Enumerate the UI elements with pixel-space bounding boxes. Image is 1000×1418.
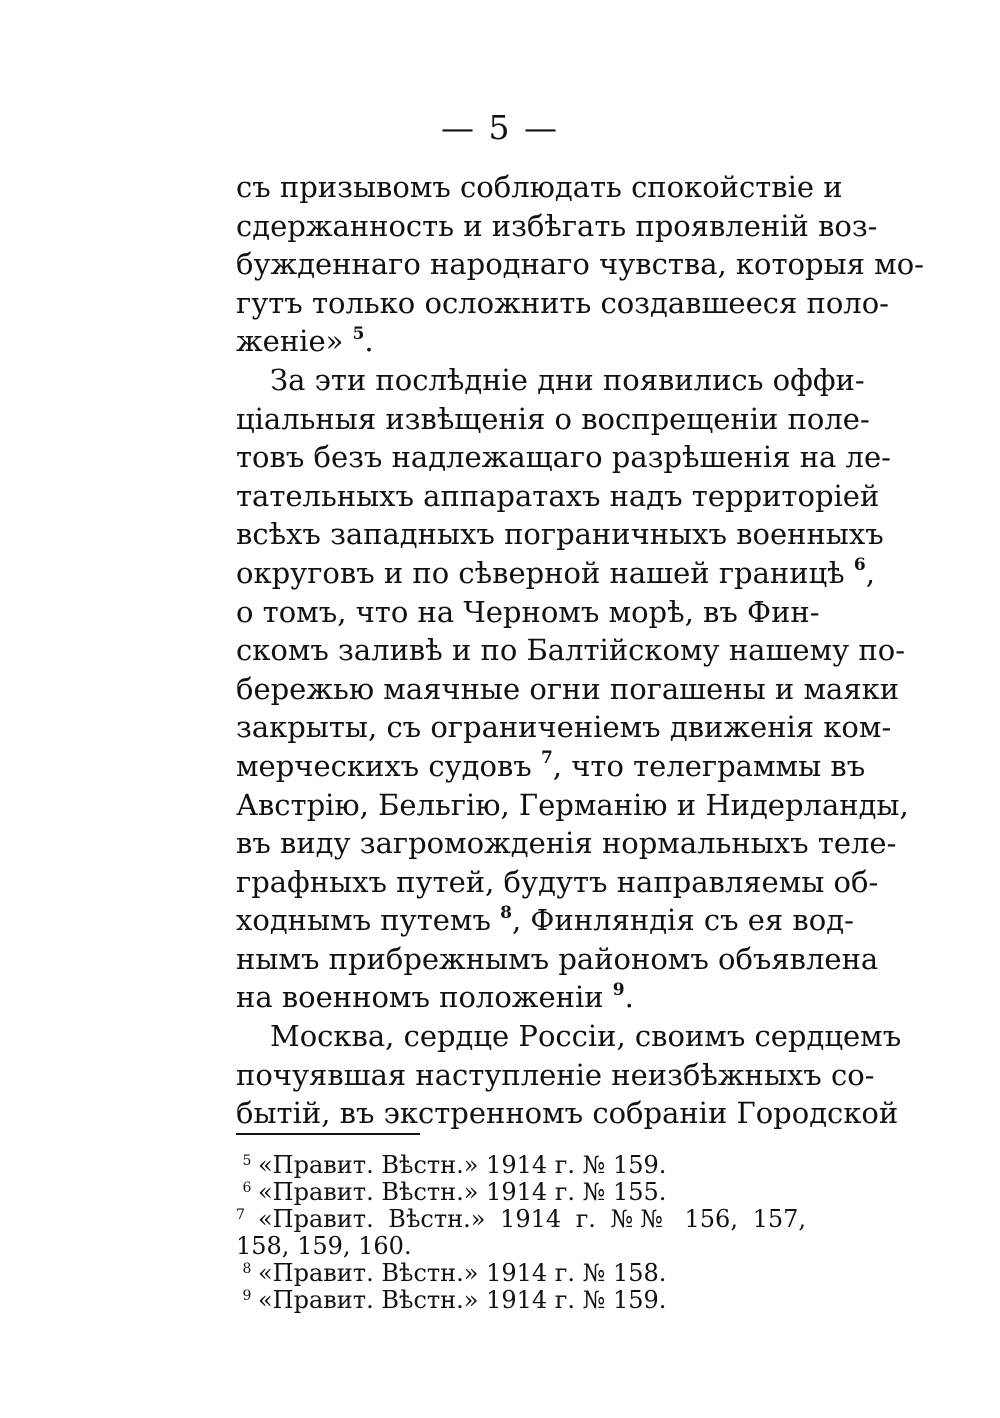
text-line [236, 901, 854, 940]
text-line: Австрію, Бельгію, Германію и Нидерланды, [236, 787, 909, 822]
text-line: въ виду загроможденія нормальныхъ теле- [236, 826, 897, 861]
main-text [236, 168, 924, 1133]
footnote [236, 1287, 806, 1314]
footnote-mark: 7 [236, 1207, 245, 1223]
footnote-mark: 8 [242, 1261, 252, 1277]
footnote-text: «Правит. Вѣстн.» 1914 г. № 159. [258, 1151, 667, 1179]
text-line: товъ безъ надлежащаго разрѣшенія на ле- [236, 440, 891, 475]
text-line: графныхъ путей, будутъ направляемы об- [236, 864, 879, 899]
text-line [236, 978, 806, 1017]
text-line-start: на военномъ положеніи [236, 980, 613, 1015]
page-number: — 5 — [441, 108, 559, 147]
text-line: о томъ, что на Черномъ морѣ, въ Фин- [236, 594, 820, 629]
text-line [236, 747, 866, 786]
footnote-ref: 5 [352, 323, 365, 344]
text-line-end: . [364, 324, 374, 359]
text-line: бытій, въ экстренномъ собраніи Городской [236, 1096, 899, 1131]
footnote [236, 1179, 806, 1206]
footnote-ref: 9 [612, 979, 625, 1000]
text-line-end: , Финляндія съ ея вод- [511, 903, 854, 938]
text-line-start: ходнымъ путемъ [236, 903, 501, 938]
text-line-start: округовъ и по сѣверной нашей границѣ [236, 555, 854, 590]
footnote-mark: 6 [242, 1180, 252, 1196]
footnote-mark: 5 [242, 1153, 252, 1169]
footnote-text: «Правит. Вѣстн.» 1914 г. № 158. [258, 1259, 667, 1287]
footnote-divider [236, 1133, 420, 1135]
text-line: всѣхъ западныхъ пограничныхъ военныхъ [236, 517, 884, 552]
text-line-end: , [865, 555, 875, 590]
text-line: сдержанность и избѣгать проявленій воз- [236, 208, 878, 243]
footnote-mark: 9 [242, 1288, 252, 1304]
footnote-ref: 6 [853, 555, 866, 576]
text-line: тательныхъ аппаратахъ надъ территоріей [236, 478, 880, 513]
text-line: гутъ только осложнить создавшееся поло- [236, 285, 889, 320]
footnote-continuation [236, 1233, 806, 1260]
text-line: бужденнаго народнаго чувства, которыя мо- [236, 247, 924, 282]
text-line: бережью маячные огни погашены и маяки [236, 671, 900, 706]
footnote-ref: 8 [500, 902, 512, 923]
text-line: ціальныя извѣщенія о воспрещеніи поле- [236, 401, 870, 436]
text-line: закрыты, съ ограниченіемъ движенія ком- [236, 710, 892, 745]
footnote-text: «Правит. Вѣстн.» 1914 г. № 155. [258, 1178, 667, 1206]
text-line: Москва, сердце Россіи, своимъ сердцемъ [270, 1019, 902, 1054]
text-line-start: женіе» [236, 324, 353, 359]
footnote-text: «Правит. Вѣстн.» 1914 г. №№ 156, 157, [258, 1205, 806, 1233]
text-line: За эти послѣдніе дни появились оффи- [270, 362, 865, 397]
footnote [236, 1260, 806, 1287]
text-line-end: , что телеграммы въ [552, 748, 866, 783]
text-line: нымъ прибрежнымъ райономъ объявлена [236, 941, 879, 976]
footnote-ref: 7 [540, 748, 553, 769]
footnote-text: «Правит. Вѣстн.» 1914 г. № 159. [258, 1286, 667, 1314]
footnote [236, 1152, 806, 1179]
footnote [236, 1206, 806, 1233]
text-line-end: . [624, 980, 634, 1015]
footnote-text: 158, 159, 160. [236, 1232, 412, 1260]
text-line [236, 322, 806, 361]
text-line: скомъ заливѣ и по Балтійскому нашему по- [236, 633, 905, 668]
text-line: почуявшая наступленіе неизбѣжныхъ со- [236, 1057, 875, 1092]
text-line [236, 554, 875, 593]
text-line: съ призывомъ соблюдать спокойствіе и [236, 170, 843, 204]
footnotes [236, 1152, 806, 1314]
text-line-start: мерческихъ судовъ [236, 748, 541, 783]
